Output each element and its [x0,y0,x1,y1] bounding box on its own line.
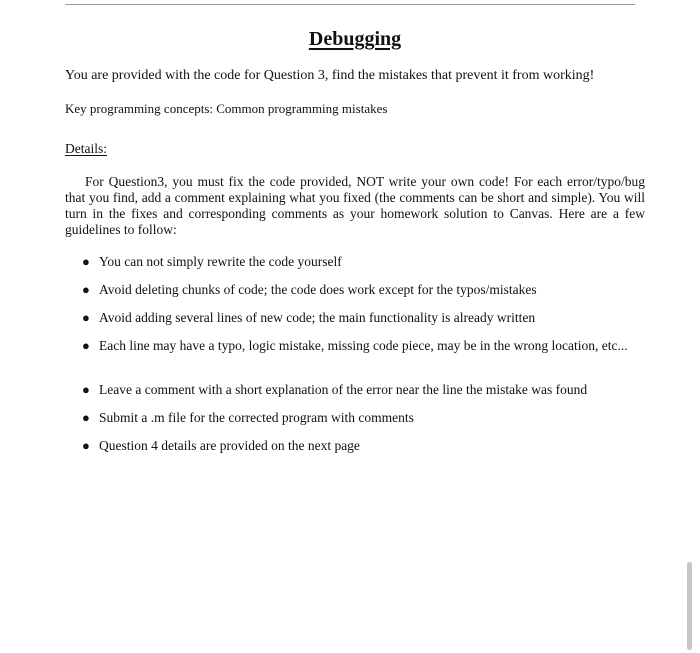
bullet-icon: ● [82,310,90,325]
guideline-text: You can not simply rewrite the code yourself [99,254,342,269]
details-heading: Details: [65,141,107,156]
list-item [82,382,642,398]
list-item [82,438,642,454]
details-paragraph: For Question3, you must fix the code provided, NOT write your own code! For each error/typo/bug that you find, add a comment explaining what you fixed (the comments can be short and simple). You will turn in the fixes and corresponding comments as your homework solution to Canvas. Here are a few guidelines to follow: [65,174,645,237]
bullet-icon: ● [82,438,90,453]
guideline-text: Question 4 details are provided on the next page [99,438,360,453]
guideline-text: Each line may have a typo, logic mistake, missing code piece, may be in the wrong location, etc... [99,338,628,353]
bullet-icon: ● [82,410,90,425]
guideline-text: Avoid deleting chunks of code; the code does work except for the typos/mistakes [99,282,537,297]
list-item [82,410,642,426]
vertical-scrollbar[interactable] [687,562,692,650]
top-divider [65,4,635,5]
guideline-text: Leave a comment with a short explanation of the error near the line the mistake was found [99,382,588,397]
list-item [82,310,642,326]
key-concepts-text: Key programming concepts: Common programming mistakes [65,101,388,116]
bullet-icon: ● [82,254,90,269]
bullet-icon: ● [82,282,90,297]
list-item [82,282,642,298]
bullet-icon: ● [82,382,90,397]
guideline-text: Avoid adding several lines of new code; the main functionality is already written [99,310,536,325]
page-title: Debugging [308,28,402,50]
list-item [82,338,642,354]
list-item [82,254,642,270]
guideline-text: Submit a .m file for the corrected program with comments [99,410,414,425]
bullet-icon: ● [82,338,90,353]
intro-text: You are provided with the code for Question 3, find the mistakes that prevent it from working! [65,68,595,83]
